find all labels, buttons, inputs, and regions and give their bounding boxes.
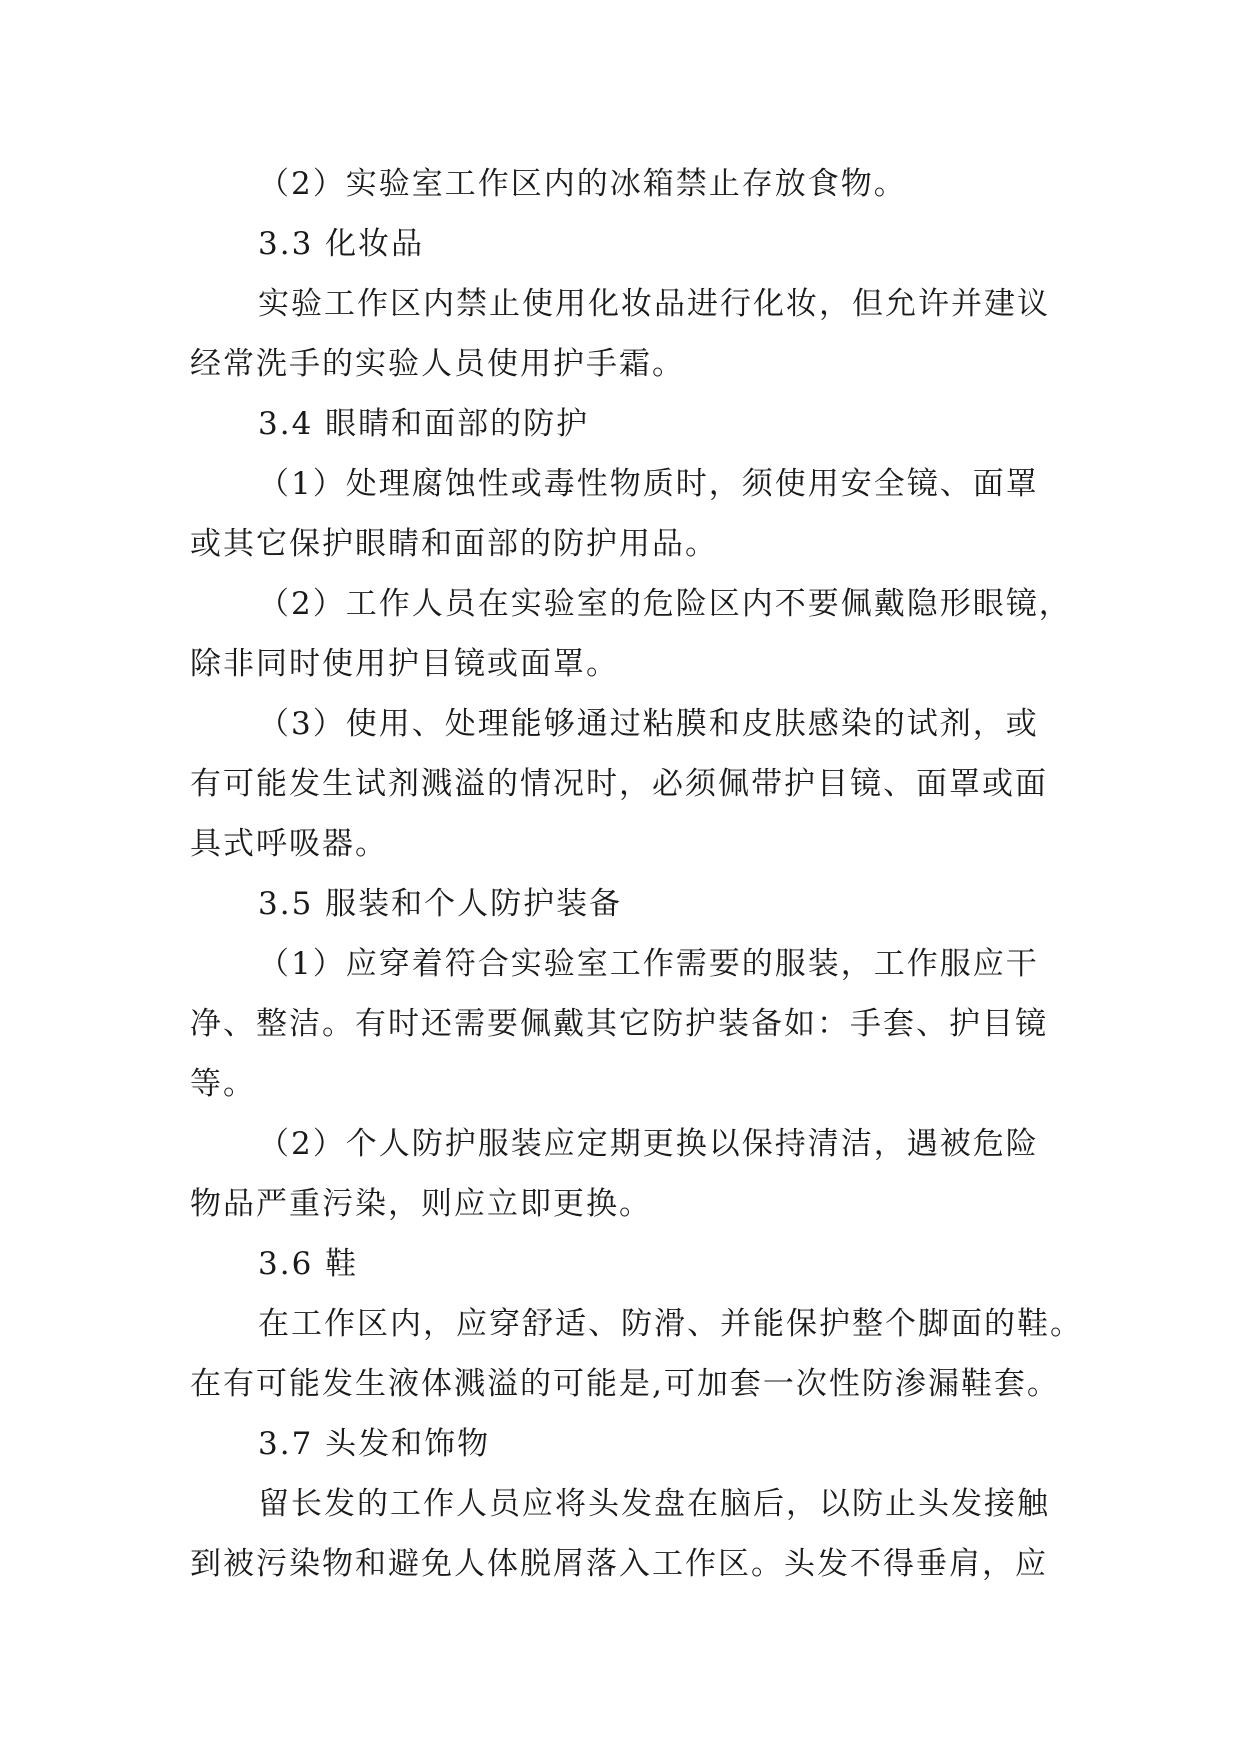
paragraph-line: （2）工作人员在实验室的危险区内不要佩戴隐形眼镜， [258, 586, 1072, 622]
section-heading: 3.6 鞋 [258, 1246, 359, 1282]
paragraph-line: 有可能发生试剂溅溢的情况时，必须佩带护目镜、面罩或面 [190, 766, 1048, 802]
section-heading: 3.3 化妆品 [258, 226, 425, 262]
paragraph-line: 留长发的工作人员应将头发盘在脑后，以防止头发接触 [258, 1486, 1050, 1522]
paragraph-line: 净、整洁。有时还需要佩戴其它防护装备如：手套、护目镜 [190, 1006, 1048, 1042]
paragraph-line: 等。 [190, 1066, 256, 1102]
paragraph-line: 实验工作区内禁止使用化妆品进行化妆，但允许并建议 [258, 286, 1050, 322]
paragraph-line: （1）处理腐蚀性或毒性物质时，须使用安全镜、面罩 [258, 466, 1039, 502]
paragraph-line: （2）个人防护服装应定期更换以保持清洁，遇被危险 [258, 1126, 1039, 1162]
paragraph-line: 经常洗手的实验人员使用护手霜。 [190, 346, 685, 382]
paragraph-line: （1）应穿着符合实验室工作需要的服装，工作服应干 [258, 946, 1039, 982]
paragraph-line: 物品严重污染，则应立即更换。 [190, 1186, 652, 1222]
section-heading: 3.7 头发和饰物 [258, 1426, 491, 1462]
section-heading: 3.5 服装和个人防护装备 [258, 886, 623, 922]
paragraph-line: （3）使用、处理能够通过粘膜和皮肤感染的试剂，或 [258, 706, 1039, 742]
paragraph-line: （2）实验室工作区内的冰箱禁止存放食物。 [258, 166, 907, 202]
paragraph-line: 或其它保护眼睛和面部的防护用品。 [190, 526, 718, 562]
paragraph-line: 具式呼吸器。 [190, 826, 388, 862]
paragraph-line: 到被污染物和避免人体脱屑落入工作区。头发不得垂肩，应 [190, 1546, 1048, 1582]
paragraph-line: 在工作区内，应穿舒适、防滑、并能保护整个脚面的鞋。 [258, 1306, 1083, 1342]
paragraph-line: 除非同时使用护目镜或面罩。 [190, 646, 619, 682]
paragraph-line: 在有可能发生液体溅溢的可能是,可加套一次性防渗漏鞋套。 [190, 1366, 1060, 1402]
section-heading: 3.4 眼睛和面部的防护 [258, 406, 590, 442]
